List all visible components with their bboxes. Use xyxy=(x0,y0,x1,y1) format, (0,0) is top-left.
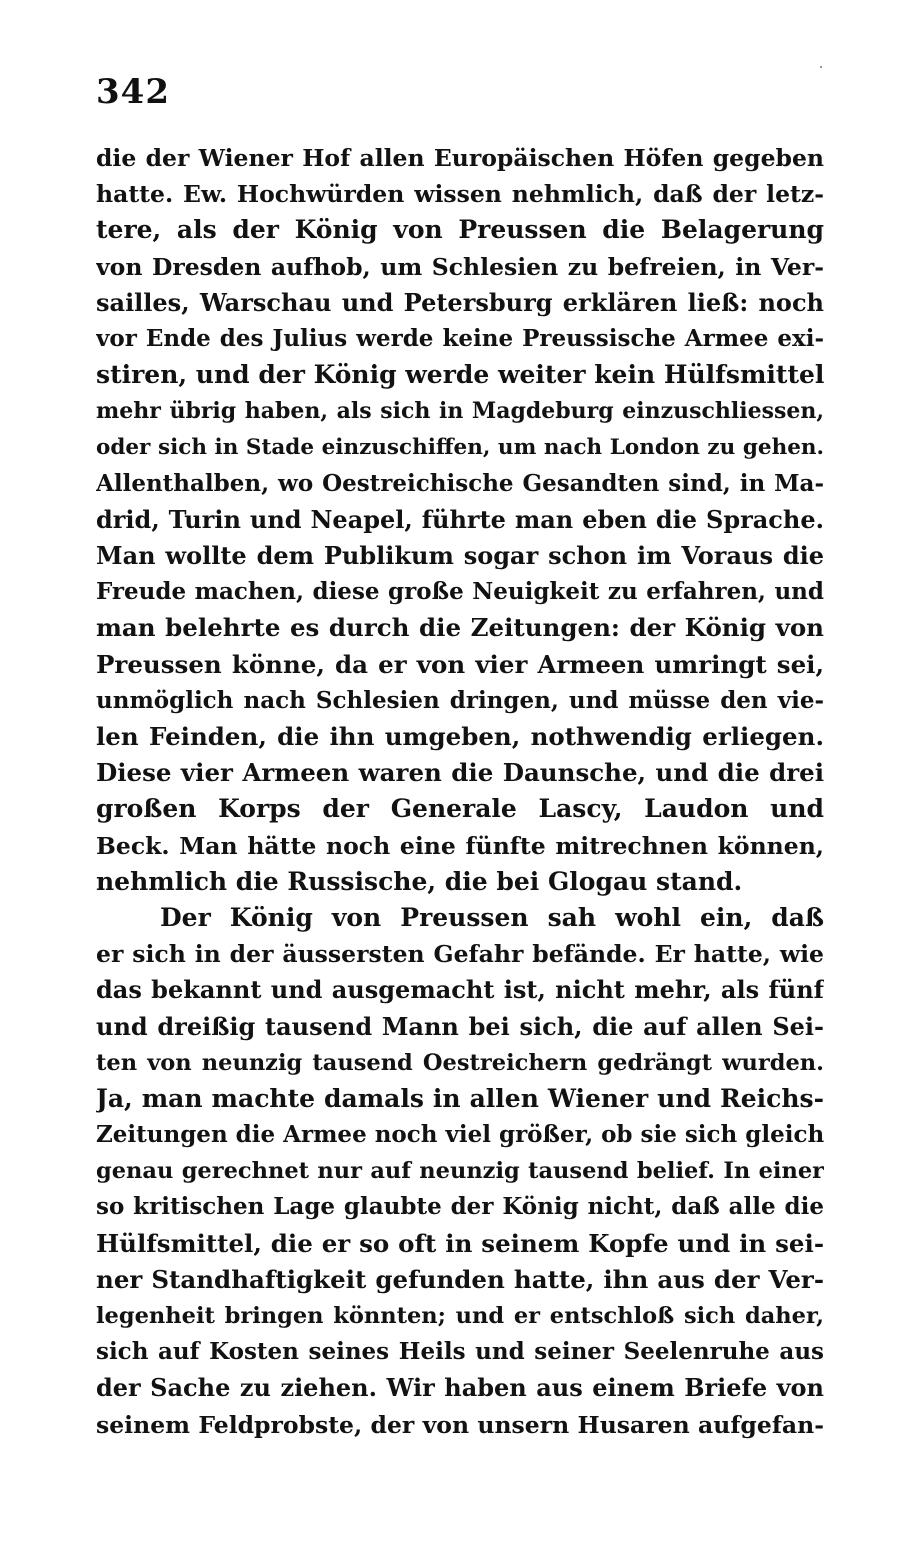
text-line: len Feinden, die ihn umgeben, nothwendig erliegen. xyxy=(96,722,824,751)
text-line: tere, als der König von Preussen die Belagerung xyxy=(96,215,824,245)
text-line: genau gerechnet nur auf neunzig tausend belief. In einer xyxy=(96,1158,824,1185)
text-line: Ja, man machte damals in allen Wiener und Reichs- xyxy=(96,1083,824,1113)
text-line: legenheit bringen könnten; und er entschloß sich daher, xyxy=(96,1303,824,1329)
text-line: seinem Feldprobste, der von unsern Husaren aufgefan- xyxy=(96,1410,824,1439)
text-line: die der Wiener Hof allen Europäischen Höfen gegeben xyxy=(96,144,824,172)
text-line: sailles, Warschau und Petersburg erklären ließ: noch xyxy=(96,287,824,317)
text-line: sich auf Kosten seines Heils und seiner Seelenruhe aus xyxy=(96,1338,824,1366)
text-line: Allenthalben, wo Oestreichische Gesandten sind, in Ma- xyxy=(96,469,824,497)
paper-speck xyxy=(820,66,822,68)
paragraph-end-line: nehmlich die Russische, die bei Glogau stand. xyxy=(96,866,743,896)
text-line: Freude machen, diese große Neuigkeit zu erfahren, und xyxy=(96,578,824,606)
text-line: der Sache zu ziehen. Wir haben aus einem Briefe von xyxy=(96,1373,824,1403)
text-line: mehr übrig haben, als sich in Magdeburg einzuschliessen, xyxy=(96,398,824,425)
page-number: 342 xyxy=(96,72,170,112)
text-line: unmöglich nach Schlesien dringen, und müsse den vie- xyxy=(96,686,824,714)
text-line: Man wollte dem Publikum sogar schon im Voraus die xyxy=(96,541,824,571)
text-line: er sich in der äussersten Gefahr befände. Er hatte, wie xyxy=(96,940,824,969)
text-line: oder sich in Stade einzuschiffen, um nach London zu gehen. xyxy=(96,434,824,460)
text-line: Beck. Man hätte noch eine fünfte mitrechnen können, xyxy=(96,831,824,860)
text-line: Zeitungen die Armee noch viel größer, ob sie sich gleich xyxy=(96,1121,824,1149)
text-line: man belehrte es durch die Zeitungen: der König von xyxy=(96,613,824,643)
text-line: Preussen könne, da er von vier Armeen umringt sei, xyxy=(96,649,824,679)
text-line: Diese vier Armeen waren die Daunsche, und die drei xyxy=(96,758,824,788)
text-line: großen Korps der Generale Lascy, Laudon und xyxy=(96,794,824,824)
text-line: Hülfsmittel, die er so oft in seinem Kopfe und in sei- xyxy=(96,1228,824,1258)
body-text xyxy=(96,140,824,1443)
paragraph-start-line: Der König von Preussen sah wohl ein, daß xyxy=(160,902,824,932)
text-line: von Dresden aufhob, um Schlesien zu befreien, in Ver- xyxy=(96,252,824,281)
text-line: und dreißig tausend Mann bei sich, die auf allen Sei- xyxy=(96,1011,824,1041)
text-line: hatte. Ew. Hochwürden wissen nehmlich, daß der letz- xyxy=(96,180,824,209)
text-line: so kritischen Lage glaubte der König nicht, daß alle die xyxy=(96,1193,824,1221)
text-line: das bekannt und ausgemacht ist, nicht mehr, als fünf xyxy=(96,975,824,1005)
text-line: stiren, und der König werde weiter kein Hülfsmittel xyxy=(96,360,824,390)
text-line: ner Standhaftigkeit gefunden hatte, ihn aus der Ver- xyxy=(96,1264,824,1294)
text-line: vor Ende des Julius werde keine Preussische Armee exi- xyxy=(96,324,824,352)
text-line: ten von neunzig tausend Oestreichern gedrängt wurden. xyxy=(96,1049,824,1076)
text-line: drid, Turin und Neapel, führte man eben die Sprache. xyxy=(96,504,824,534)
